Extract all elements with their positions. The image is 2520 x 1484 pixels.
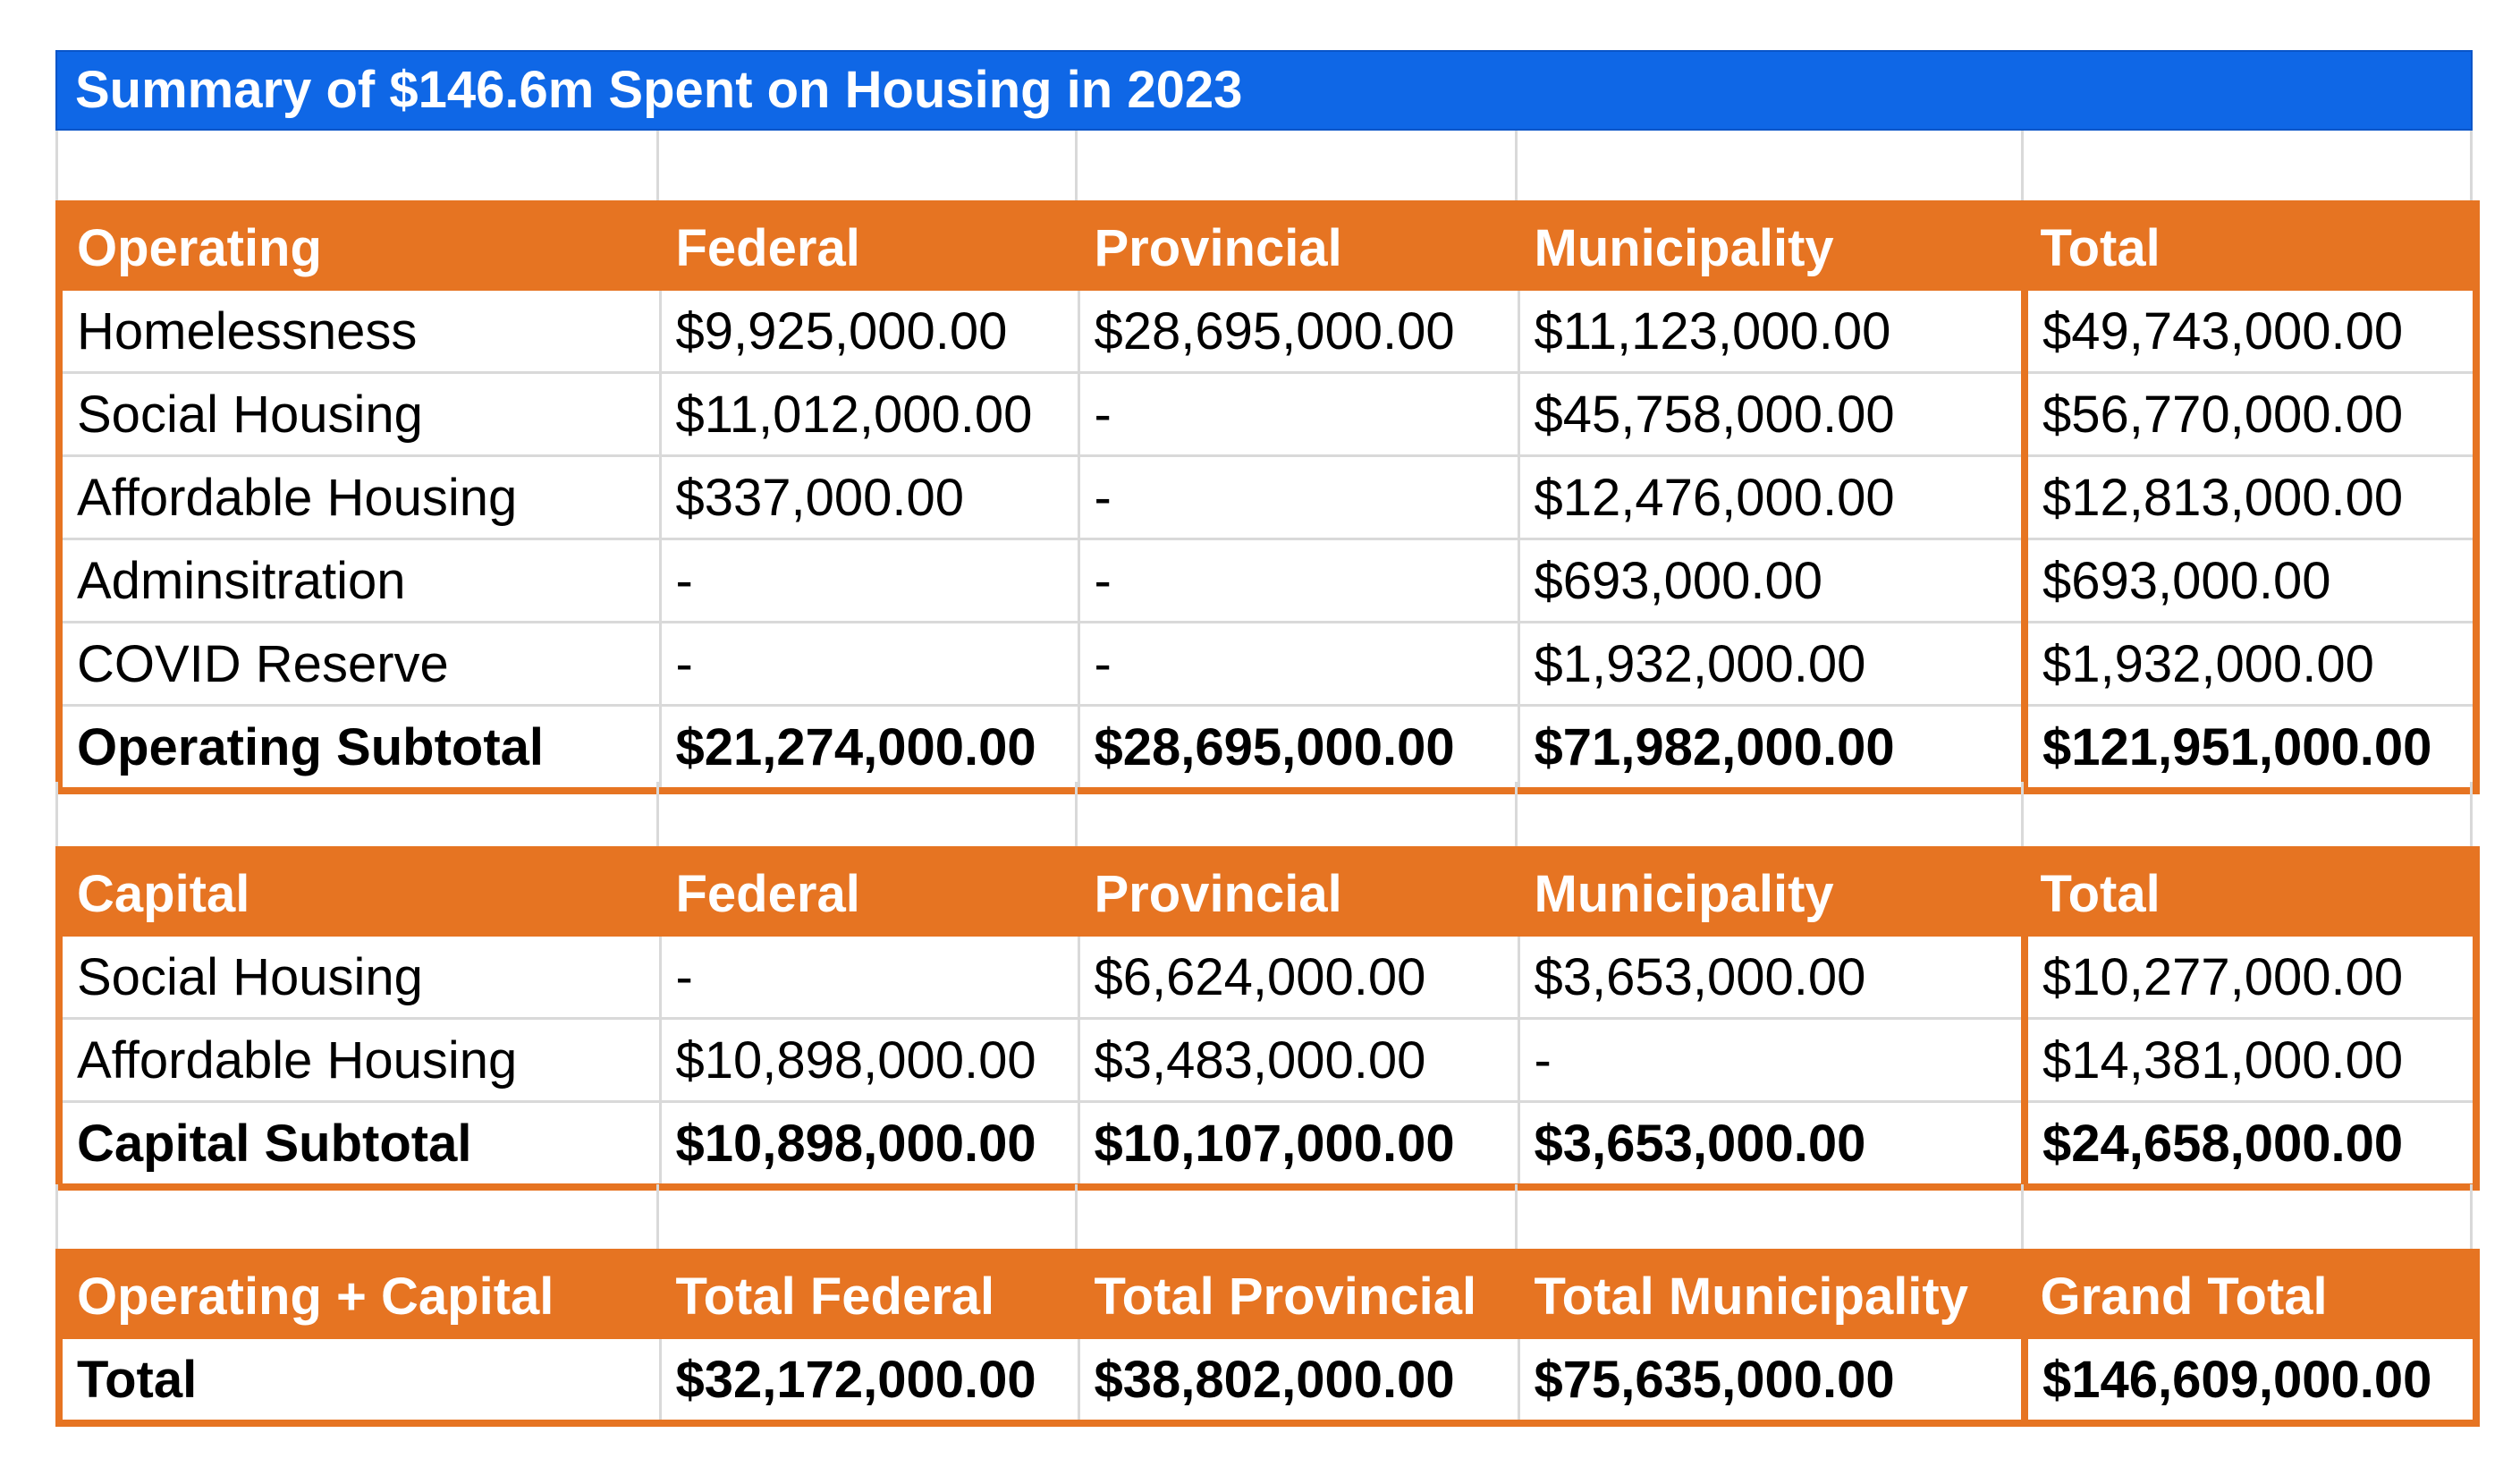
gridline — [2470, 131, 2473, 204]
gridline — [55, 782, 58, 846]
gridline — [656, 131, 659, 204]
table-cell[interactable]: $14,381,000.00 — [2025, 1019, 2476, 1102]
total-cell[interactable]: $75,635,000.00 — [1518, 1338, 2025, 1424]
table-cell[interactable]: $10,277,000.00 — [2025, 936, 2476, 1019]
table-cell[interactable]: $9,925,000.00 — [660, 290, 1078, 373]
table-cell[interactable]: - — [660, 539, 1078, 623]
header-cell[interactable]: Total — [2025, 204, 2476, 290]
table-cell[interactable]: $12,813,000.00 — [2025, 456, 2476, 539]
table-cell[interactable]: $45,758,000.00 — [1518, 373, 2025, 456]
subtotal-cell[interactable]: Operating Subtotal — [59, 706, 660, 792]
subtotal-cell[interactable]: $71,982,000.00 — [1518, 706, 2025, 792]
gridline — [656, 782, 659, 846]
table-cell[interactable]: $10,898,000.00 — [660, 1019, 1078, 1102]
gridline — [1515, 782, 1518, 846]
operating-subtotal-row — [59, 706, 2476, 792]
header-cell[interactable]: Municipality — [1518, 204, 2025, 290]
table-cell[interactable]: $49,743,000.00 — [2025, 290, 2476, 373]
header-cell[interactable]: Capital — [59, 850, 660, 936]
table-row — [59, 936, 2476, 1019]
gridline — [55, 1184, 58, 1249]
table-cell[interactable]: Adminsitration — [59, 539, 660, 623]
gridline — [2470, 782, 2473, 846]
table-cell[interactable]: - — [1078, 456, 1518, 539]
table-cell[interactable]: - — [1078, 373, 1518, 456]
subtotal-cell[interactable]: $21,274,000.00 — [660, 706, 1078, 792]
header-cell[interactable]: Federal — [660, 204, 1078, 290]
table-cell[interactable]: - — [1518, 1019, 2025, 1102]
capital-table — [55, 846, 2480, 1191]
table-cell[interactable]: - — [1078, 623, 1518, 706]
capital-header-row — [59, 850, 2476, 936]
grand-total-row — [59, 1338, 2476, 1424]
table-cell[interactable]: Affordable Housing — [59, 1019, 660, 1102]
table-cell[interactable]: $3,653,000.00 — [1518, 936, 2025, 1019]
subtotal-cell[interactable]: $121,951,000.00 — [2025, 706, 2476, 792]
operating-table — [55, 200, 2480, 794]
table-cell[interactable]: $1,932,000.00 — [1518, 623, 2025, 706]
operating-header-row — [59, 204, 2476, 290]
header-cell[interactable]: Operating — [59, 204, 660, 290]
table-cell[interactable]: $28,695,000.00 — [1078, 290, 1518, 373]
table-cell[interactable]: $3,483,000.00 — [1078, 1019, 1518, 1102]
table-cell[interactable]: - — [1078, 539, 1518, 623]
combined-header-row — [59, 1252, 2476, 1338]
table-cell[interactable]: $1,932,000.00 — [2025, 623, 2476, 706]
table-row — [59, 373, 2476, 456]
table-cell[interactable]: $6,624,000.00 — [1078, 936, 1518, 1019]
gridline — [1075, 782, 1078, 846]
table-cell[interactable]: $12,476,000.00 — [1518, 456, 2025, 539]
header-cell[interactable]: Total Federal — [660, 1252, 1078, 1338]
gridline — [1075, 1184, 1078, 1249]
table-cell[interactable]: Social Housing — [59, 373, 660, 456]
subtotal-cell[interactable]: $3,653,000.00 — [1518, 1102, 2025, 1188]
subtotal-cell[interactable]: $28,695,000.00 — [1078, 706, 1518, 792]
header-cell[interactable]: Total Provincial — [1078, 1252, 1518, 1338]
table-cell[interactable]: $11,123,000.00 — [1518, 290, 2025, 373]
header-cell[interactable]: Total — [2025, 850, 2476, 936]
header-cell[interactable]: Total Municipality — [1518, 1252, 2025, 1338]
table-cell[interactable]: Affordable Housing — [59, 456, 660, 539]
subtotal-cell[interactable]: $24,658,000.00 — [2025, 1102, 2476, 1188]
table-cell[interactable]: - — [660, 936, 1078, 1019]
table-cell[interactable]: Social Housing — [59, 936, 660, 1019]
capital-subtotal-row — [59, 1102, 2476, 1188]
combined-table — [55, 1249, 2480, 1427]
table-row — [59, 539, 2476, 623]
gridline — [1075, 131, 1078, 204]
gridline — [656, 1184, 659, 1249]
table-cell[interactable]: $56,770,000.00 — [2025, 373, 2476, 456]
table-cell[interactable]: COVID Reserve — [59, 623, 660, 706]
header-cell[interactable]: Operating + Capital — [59, 1252, 660, 1338]
header-cell[interactable]: Municipality — [1518, 850, 2025, 936]
total-cell[interactable]: $32,172,000.00 — [660, 1338, 1078, 1424]
header-cell[interactable]: Grand Total — [2025, 1252, 2476, 1338]
total-cell[interactable]: Total — [59, 1338, 660, 1424]
table-row — [59, 290, 2476, 373]
table-row — [59, 456, 2476, 539]
subtotal-cell[interactable]: $10,898,000.00 — [660, 1102, 1078, 1188]
gridline — [2021, 782, 2024, 846]
gridline — [2470, 1184, 2473, 1249]
total-cell[interactable]: $38,802,000.00 — [1078, 1338, 1518, 1424]
header-cell[interactable]: Federal — [660, 850, 1078, 936]
gridline — [1515, 131, 1518, 204]
grand-total-cell[interactable]: $146,609,000.00 — [2025, 1338, 2476, 1424]
sheet-title[interactable]: Summary of $146.6m Spent on Housing in 2023 — [55, 50, 2473, 131]
subtotal-cell[interactable]: Capital Subtotal — [59, 1102, 660, 1188]
table-cell[interactable]: $693,000.00 — [2025, 539, 2476, 623]
table-cell[interactable]: Homelessness — [59, 290, 660, 373]
header-cell[interactable]: Provincial — [1078, 850, 1518, 936]
gridline — [2021, 1184, 2024, 1249]
header-cell[interactable]: Provincial — [1078, 204, 1518, 290]
table-cell[interactable]: - — [660, 623, 1078, 706]
table-cell[interactable]: $337,000.00 — [660, 456, 1078, 539]
table-cell[interactable]: $11,012,000.00 — [660, 373, 1078, 456]
gridline — [2021, 131, 2024, 204]
table-row — [59, 1019, 2476, 1102]
table-row — [59, 623, 2476, 706]
gridline — [1515, 1184, 1518, 1249]
gridline — [55, 131, 58, 204]
subtotal-cell[interactable]: $10,107,000.00 — [1078, 1102, 1518, 1188]
table-cell[interactable]: $693,000.00 — [1518, 539, 2025, 623]
